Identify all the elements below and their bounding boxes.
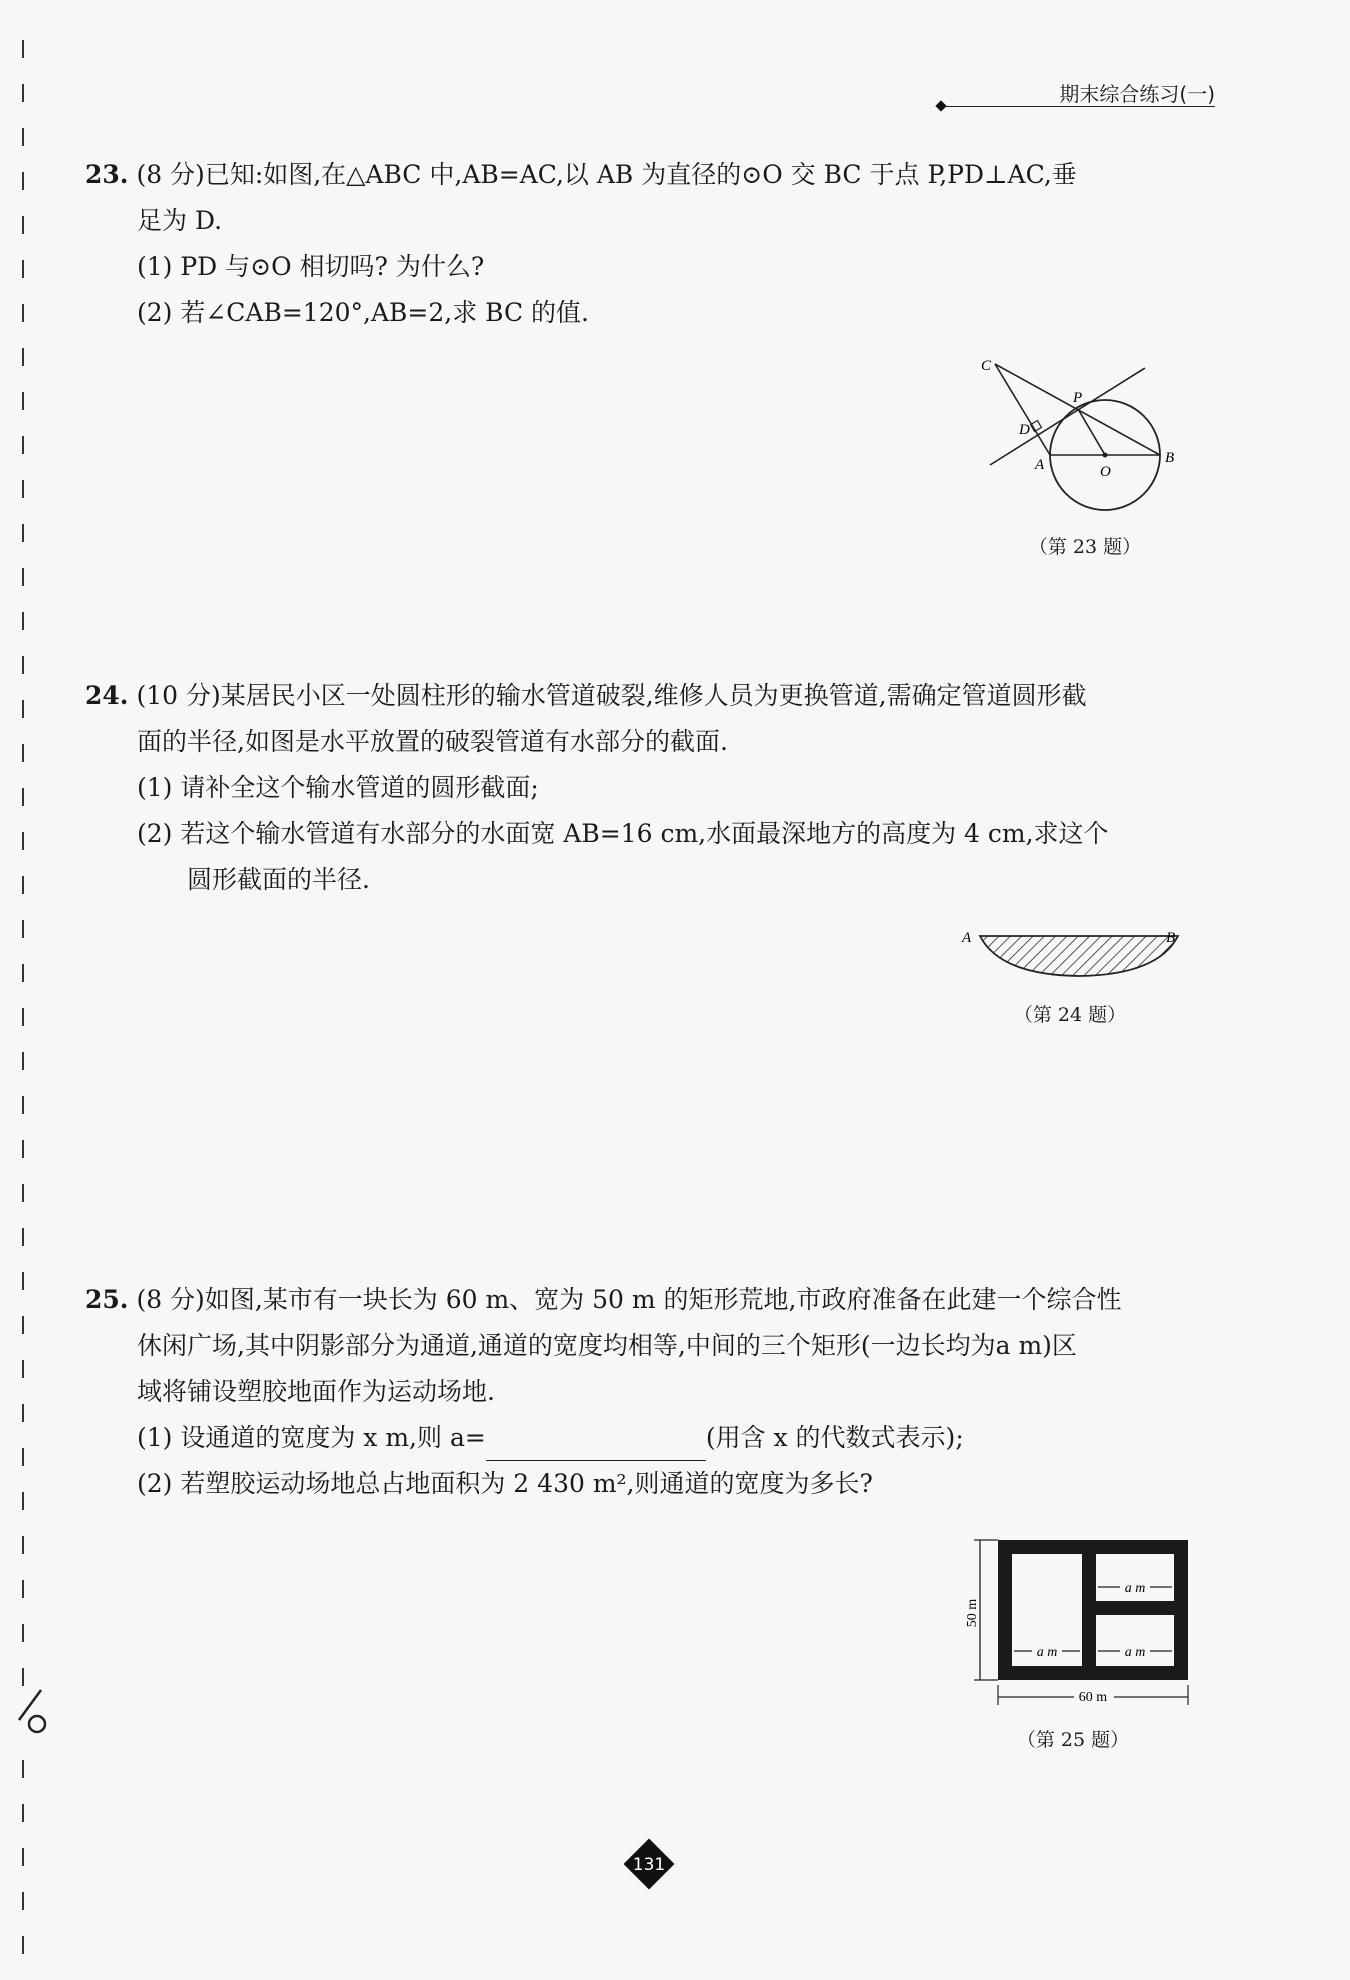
part-1: (1) 请补全这个输水管道的圆形截面; (137, 773, 539, 802)
caption-24: （第 24 题） (1013, 1004, 1127, 1026)
label-a-top-right: a m (1124, 1581, 1146, 1596)
label-a: A (962, 930, 972, 946)
label-b: B (1166, 930, 1176, 946)
question-text-cont: 休闲广场,其中阴影部分为通道,通道的宽度均相等,中间的三个矩形(一边长均为a m)区 (137, 1331, 1077, 1360)
part-2: (2) 若这个输水管道有水部分的水面宽 AB=16 cm,水面最深地方的高度为 4 cm,求这个 (137, 819, 1109, 848)
margin-ticks (22, 40, 26, 1940)
label-a-left: a m (1036, 1645, 1058, 1660)
question-number: 25. (85, 1285, 129, 1314)
label-p: P (1073, 390, 1083, 406)
line-ca (995, 364, 1050, 455)
question-25 (85, 1277, 1215, 1507)
question-23 (85, 152, 1215, 336)
label-width: 60 m (1078, 1690, 1108, 1705)
part-1-pre: (1) 设通道的宽度为 x m,则 a= (137, 1423, 486, 1452)
question-text-cont: 域将铺设塑胶地面作为运动场地. (137, 1377, 495, 1406)
part-1 (85, 1415, 1215, 1461)
part-1: (1) PD 与⊙O 相切吗? 为什么? (137, 252, 485, 281)
pencil-mark (15, 1680, 55, 1740)
part-2: (2) 若塑胶运动场地总占地面积为 2 430 m²,则通道的宽度为多长? (137, 1469, 873, 1498)
figure-24 (958, 920, 1188, 990)
line-pd (990, 368, 1145, 465)
answer-blank[interactable] (486, 1432, 706, 1461)
line-po (1078, 409, 1105, 455)
question-text-cont: 面的半径,如图是水平放置的破裂管道有水部分的截面. (137, 727, 728, 756)
caption-23: （第 23 题） (1028, 536, 1142, 558)
question-24 (85, 673, 1215, 903)
question-number: 24. (85, 681, 129, 710)
page-number: 131 (632, 1855, 666, 1875)
header-rule (945, 106, 1215, 107)
water-segment (980, 936, 1178, 976)
label-d: D (1019, 422, 1030, 438)
label-a-bottom-right: a m (1124, 1645, 1146, 1660)
page-number-badge (623, 1838, 675, 1890)
part-2: (2) 若∠CAB=120°,AB=2,求 BC 的值. (137, 298, 590, 327)
question-text: (8 分)如图,某市有一块长为 60 m、宽为 50 m 的矩形荒地,市政府准备在此建一个综合性 (136, 1285, 1122, 1314)
center-dot (1103, 453, 1108, 458)
figure-25 (948, 1535, 1198, 1715)
page-header (935, 78, 1215, 108)
section-title: 期末综合练习(一) (1059, 82, 1215, 106)
question-text-cont: 足为 D. (137, 206, 223, 235)
question-number: 23. (85, 160, 129, 189)
label-a: A (1035, 457, 1045, 473)
part-1-post: (用含 x 的代数式表示); (705, 1423, 964, 1452)
caption-25: （第 25 题） (1016, 1729, 1130, 1751)
label-o: O (1100, 464, 1111, 480)
part-2-cont: 圆形截面的半径. (187, 865, 370, 894)
question-text: (8 分)已知:如图,在△ABC 中,AB=AC,以 AB 为直径的⊙O 交 BC 于点 P,PD⊥AC,垂 (136, 160, 1077, 189)
label-c: C (981, 358, 992, 374)
figure-23 (975, 352, 1195, 522)
label-height: 50 m (965, 1598, 980, 1628)
question-text: (10 分)某居民小区一处圆柱形的输水管道破裂,维修人员为更换管道,需确定管道圆形截 (136, 681, 1087, 710)
label-b: B (1165, 450, 1175, 466)
